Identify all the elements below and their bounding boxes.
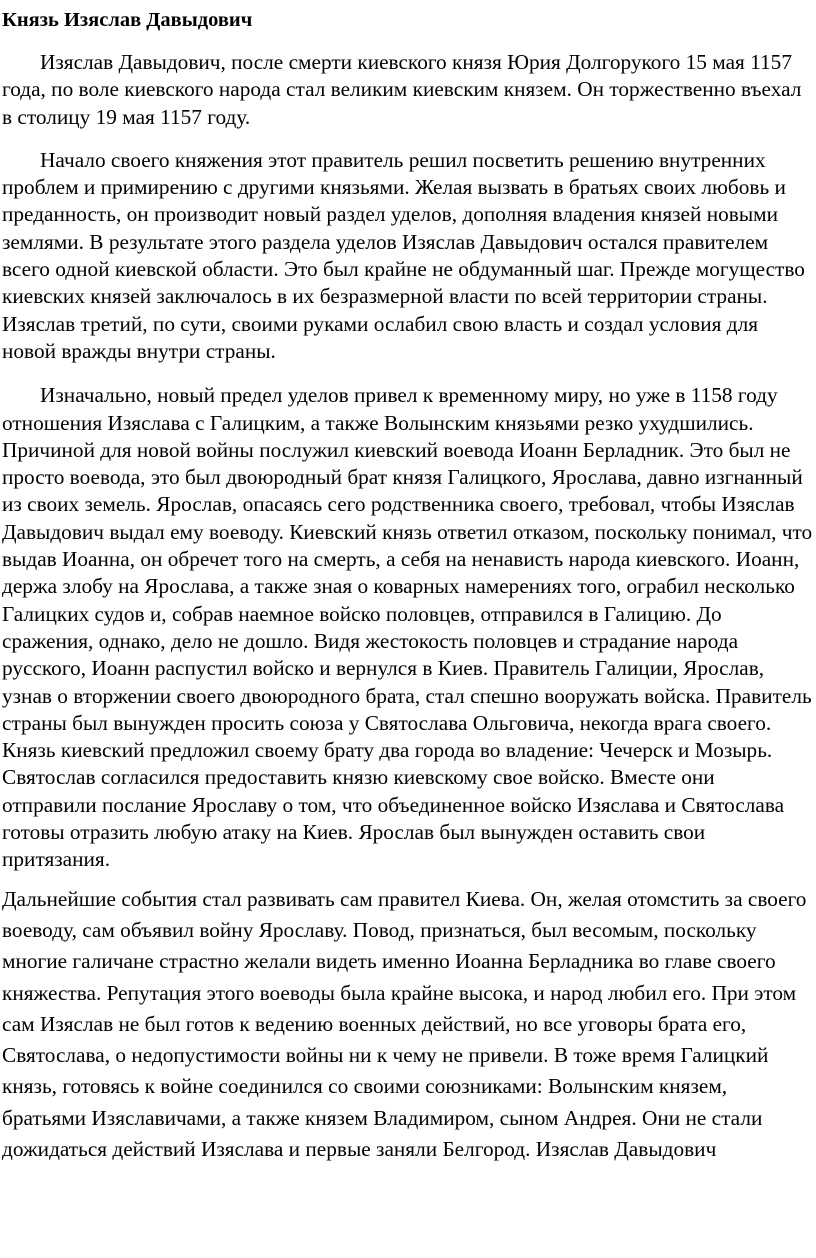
paragraph-3: Изначально, новый предел уделов привел к временному миру, но уже в 1158 году отношения Изяслава с Галицким, а также Волынским князьями резко ухудшились. Причиной для новой войны послужил киевский воевода Иоанн Берладник. Это был не просто воевода, это был двоюродный брат князя Галицкого, Ярослава, давно изгнанный из своих земель. Ярослав, опасаясь сего родственника своего, требовал, чтобы Изяслав Давыдович выдал ему воеводу. Киевский князь ответил отказом, поскольку понимал, что выдав Иоанна, он обречет того на смерть, а себя на ненависть народа киевского. Иоанн, держа злобу на Ярослава, а также зная о коварных намерениях того, ограбил несколько Галицких судов и, собрав наемное войско половцев, отправился в Галицию. До сражения, однако, дело не дошло. Видя жестокость половцев и страдание народа русского, Иоанн распустил войско и вернулся в Киев. Правитель Галиции, Ярослав, узнав о вторжении своего двоюродного брата, стал спешно вооружать войска. Правитель страны был вынужден просить союза у Святослава Ольговича, некогда врага своего. Князь киевский предложил своему брату два города во владение: Чечерск и Мозырь. Святослав согласился предоставить князю киевскому свое войско. Вместе они отправили послание Ярославу о том, что объединенное войско Изяслава и Святослава готовы отразить любую атаку на Киев. Ярослав был вынужден оставить свои притязания.: [2, 383, 813, 872]
document-page: [2, 0, 814, 1165]
document-title: Князь Изяслав Давыдович: [2, 9, 253, 31]
paragraph-4: Дальнейшие события стал развивать сам правител Киева. Он, желая отомстить за своего воеводу, сам объявил войну Ярославу. Повод, признаться, был весомым, поскольку многие галичане страстно желали видеть именно Иоанна Берладника во главе своего княжества. Репутация этого воеводы была крайне высока, и народ любил его. При этом сам Изяслав не был готов к ведению военных действий, но все уговоры брата его, Святослава, о недопустимости войны ни к чему не привели. В тоже время Галицкий князь, готовясь к войне соединился со своими союзниками: Волынским князем, братьями Изяславичами, а также князем Владимиром, сыном Андрея. Они не стали дожидаться действий Изяслава и первые заняли Белгород. Изяслав Давыдович: [2, 886, 807, 1161]
paragraph-2: Начало своего княжения этот правитель решил посветить решению внутренних проблем и примирению с другими князьями. Желая вызвать в братьях своих любовь и преданность, он производит новый раздел уделов, дополняя владения князей новыми землями. В результате этого раздела уделов Изяслав Давыдович остался правителем всего одной киевской области. Это был крайне не обдуманный шаг. Прежде могущество киевских князей заключалось в их безразмерной власти по всей территории страны. Изяслав третий, по сути, своими руками ослабил свою власть и создал условия для новой вражды внутри страны.: [2, 147, 805, 363]
paragraph-1: Изяслав Давыдович, после смерти киевского князя Юрия Долгорукого 15 мая 1157 года, по воле киевского народа стал великим киевским князем. Он торжественно въехал в столицу 19 мая 1157 году.: [2, 50, 802, 129]
